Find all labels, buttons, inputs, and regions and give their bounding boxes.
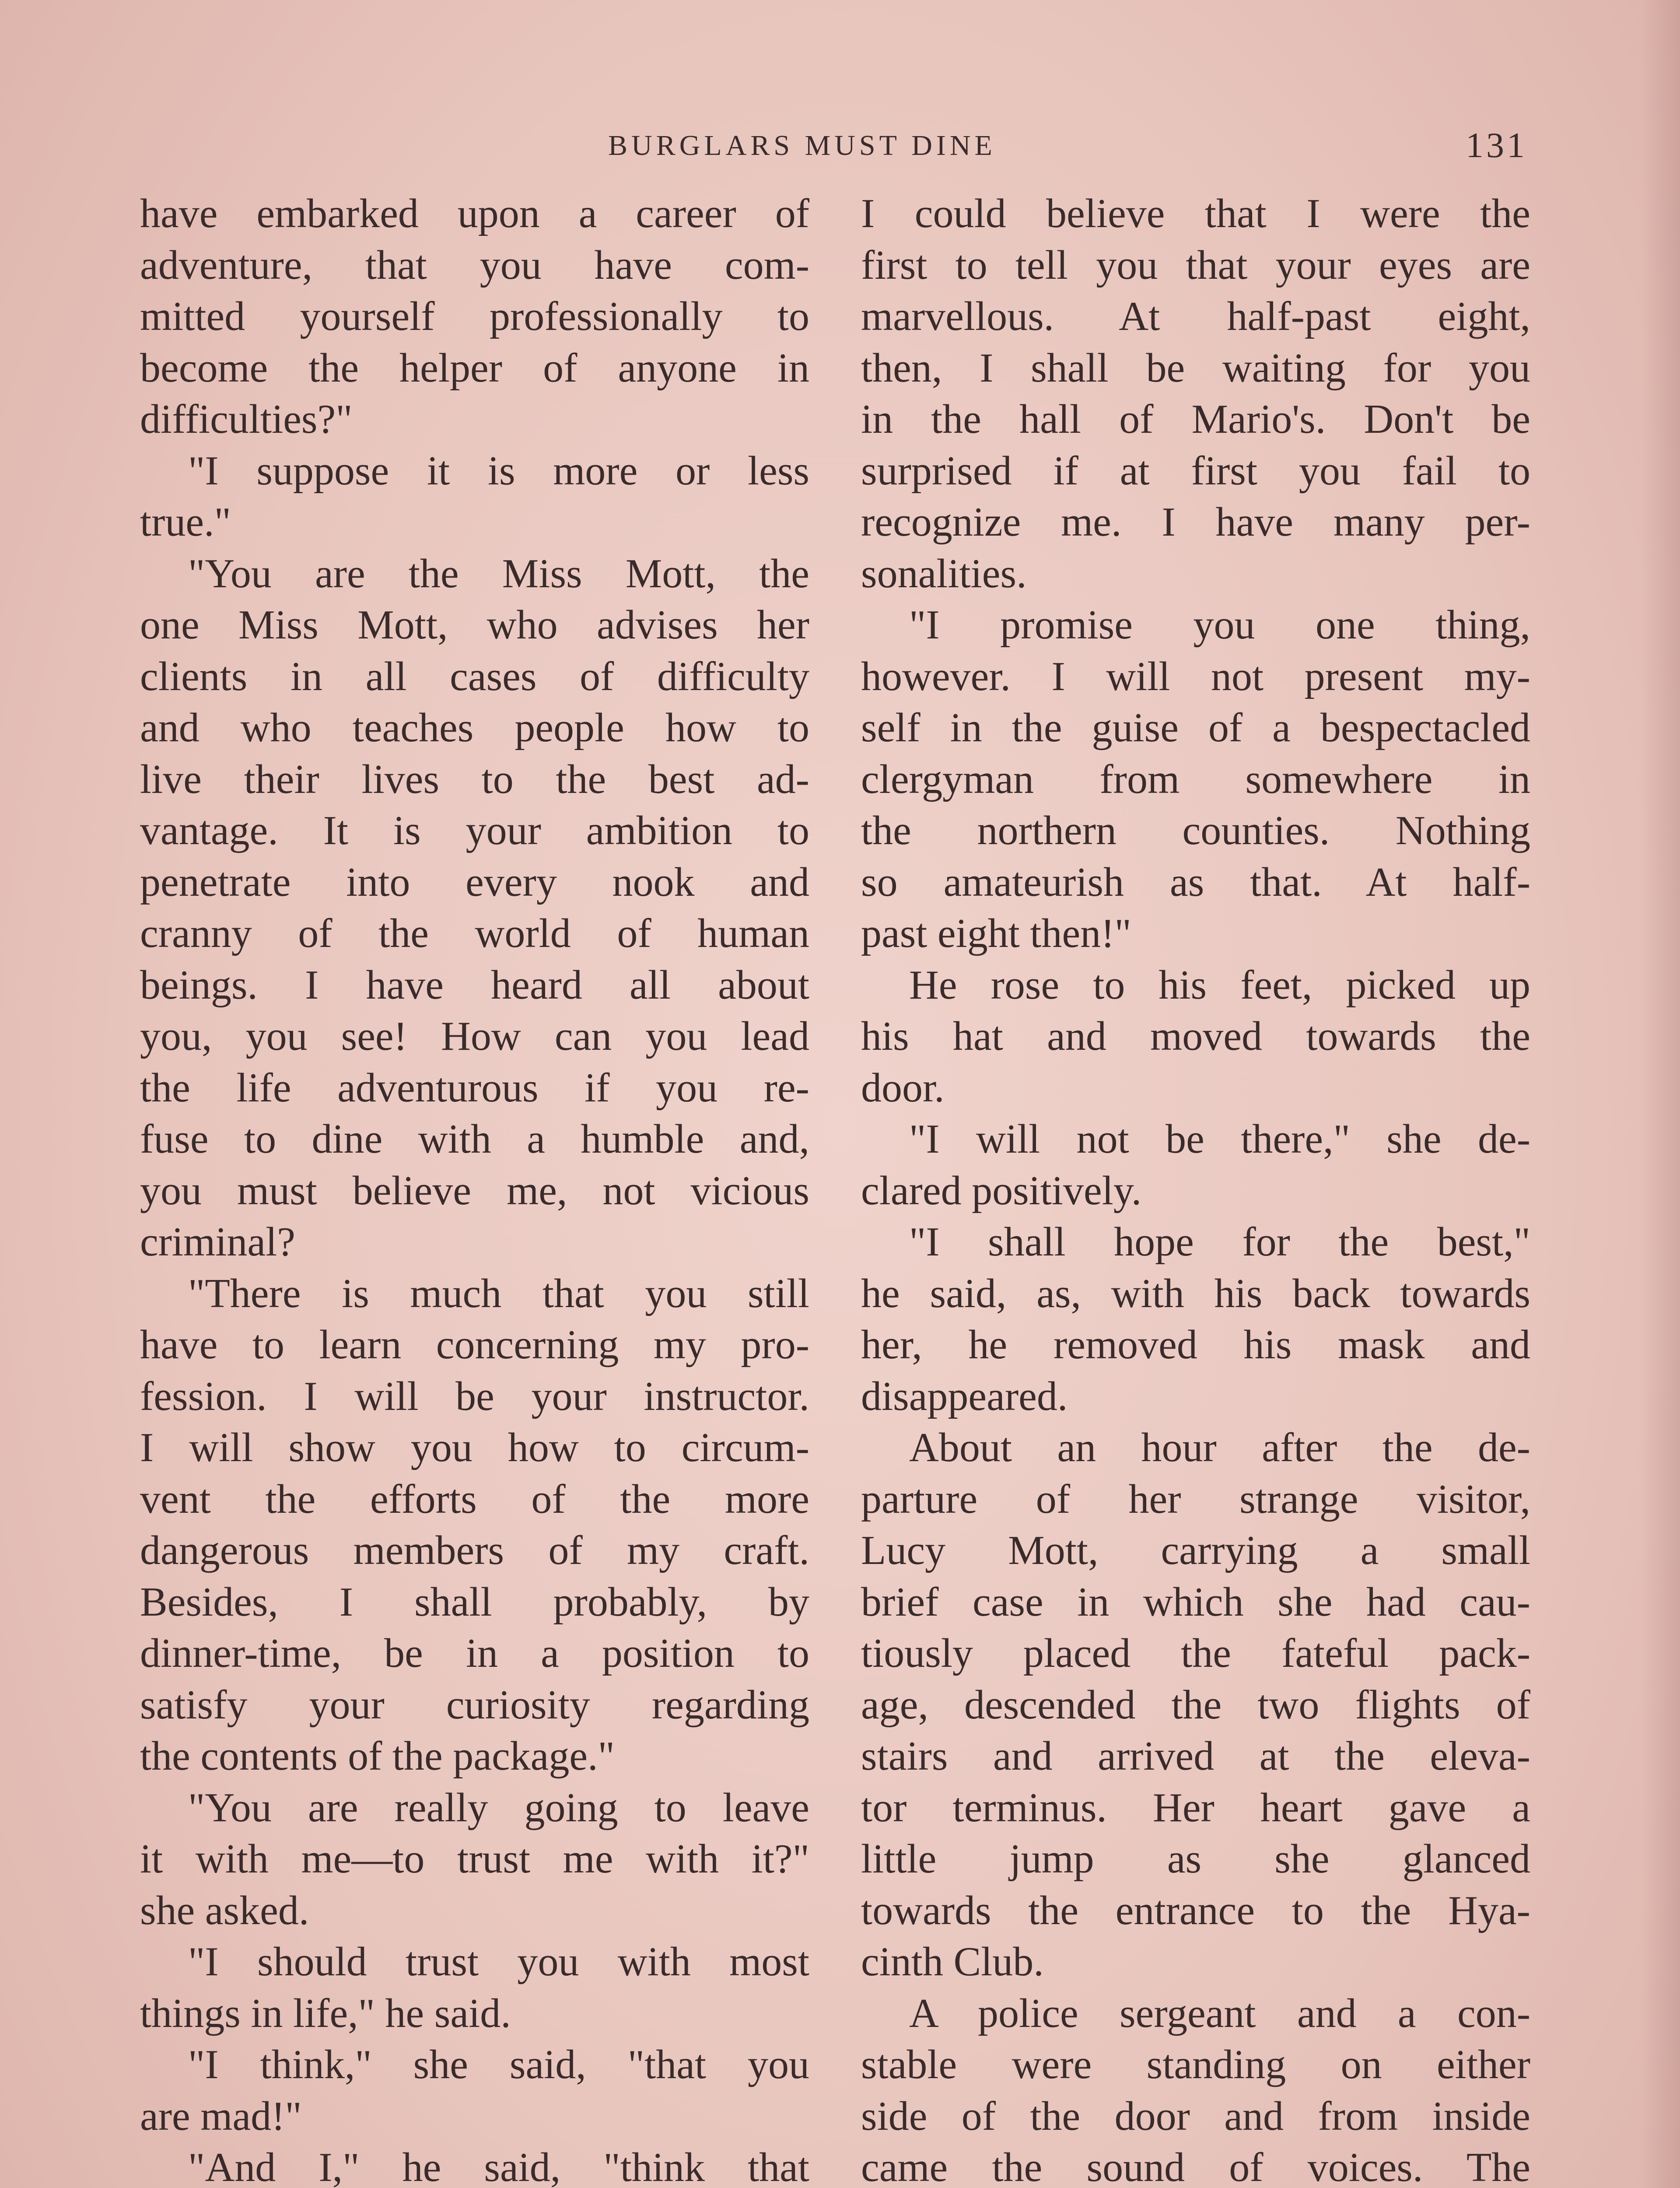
text-line: fuse to dine with a humble and, [140,1116,809,1162]
text-line: "I promise you one thing, [909,602,1530,648]
text-line: self in the guise of a bespectacled [861,705,1530,750]
text-line: you, you see! How can you lead [140,1013,809,1059]
text-line: age, descended the two flights of [861,1682,1530,1728]
text-line: "You are really going to leave [188,1785,809,1830]
text-line: About an hour after the de- [909,1425,1530,1470]
text-line: have embarked upon a career of [140,191,809,236]
text-line: "You are the Miss Mott, the [188,551,809,596]
text-line: "And I," he said, "think that [188,2145,809,2188]
text-line: become the helper of anyone in [140,345,809,391]
text-line: beings. I have heard all about [140,962,809,1008]
text-line: cinth Club. [861,1939,1044,1985]
text-line: "There is much that you still [188,1270,809,1316]
text-line: dinner-time, be in a position to [140,1630,809,1676]
text-line: "I will not be there," she de- [909,1116,1530,1162]
text-line: she asked. [140,1887,309,1933]
text-line: A police sergeant and a con- [909,1990,1530,2036]
text-line: have to learn concerning my pro- [140,1322,809,1368]
text-line: live their lives to the best ad- [140,756,809,802]
text-line: fession. I will be your instructor. [140,1373,809,1419]
text-line: her, he removed his mask and [861,1322,1530,1368]
text-line: you must believe me, not vicious [140,1168,809,1213]
text-line: I could believe that I were the [861,191,1530,236]
running-head: BURGLARS MUST DINE [608,130,996,161]
text-line: He rose to his feet, picked up [909,962,1530,1008]
left-text-column [140,188,809,2188]
text-line: Besides, I shall probably, by [140,1579,809,1625]
text-line: tor terminus. Her heart gave a [861,1785,1530,1830]
text-line: tiously placed the fateful pack- [861,1630,1530,1676]
page-edge-shadow [1641,0,1680,2188]
text-line: vent the efforts of the more [140,1476,809,1522]
text-line: "I shall hope for the best," [909,1219,1530,1265]
text-line: cranny of the world of human [140,911,809,956]
text-line: the northern counties. Nothing [861,808,1530,853]
text-line: side of the door and from inside [861,2093,1530,2139]
text-line: "I suppose it is more or less [188,448,809,494]
text-line: one Miss Mott, who advises her [140,602,809,648]
text-line: mitted yourself professionally to [140,294,809,339]
text-line: and who teaches people how to [140,705,809,750]
text-line: criminal? [140,1219,295,1265]
right-column-text [861,188,1530,2188]
text-line: "I think," she said, "that you [188,2042,809,2087]
text-line: satisfy your curiosity regarding [140,1682,809,1728]
text-line: parture of her strange visitor, [861,1476,1530,1522]
text-line: dangerous members of my craft. [140,1528,809,1573]
text-line: sonalities. [861,551,1027,596]
text-line: true." [140,499,231,545]
text-line: past eight then!" [861,911,1131,956]
text-line: adventure, that you have com- [140,242,809,288]
text-line: are mad!" [140,2093,302,2139]
text-line: surprised if at first you fail to [861,448,1530,494]
text-line: marvellous. At half-past eight, [861,294,1530,339]
text-line: his hat and moved towards the [861,1013,1530,1059]
text-line: disappeared. [861,1373,1068,1419]
text-line: Lucy Mott, carrying a small [861,1528,1530,1573]
text-line: towards the entrance to the Hya- [861,1887,1530,1933]
left-column-text [140,188,809,2188]
text-line: little jump as she glanced [861,1836,1530,1882]
text-line: brief case in which she had cau- [861,1579,1530,1625]
page-number: 131 [1466,125,1527,165]
text-line: clergyman from somewhere in [861,756,1530,802]
text-line: clared positively. [861,1168,1142,1213]
text-line: penetrate into every nook and [140,859,809,905]
text-line: clients in all cases of difficulty [140,653,809,699]
text-line: "I should trust you with most [188,1939,809,1985]
text-line: stable were standing on either [861,2042,1530,2087]
text-line: the life adventurous if you re- [140,1065,809,1111]
text-line: then, I shall be waiting for you [861,345,1530,391]
text-line: things in life," he said. [140,1990,511,2036]
text-line: the contents of the package." [140,1733,615,1779]
text-line: in the hall of Mario's. Don't be [861,396,1530,442]
text-line: however. I will not present my- [861,653,1530,699]
text-line: he said, as, with his back towards [861,1270,1530,1316]
right-text-column [861,188,1530,2188]
text-line: difficulties?" [140,396,353,442]
text-line: it with me—to trust me with it?" [140,1836,809,1882]
text-line: came the sound of voices. The [861,2145,1530,2188]
text-line: first to tell you that your eyes are [861,242,1530,288]
text-line: I will show you how to circum- [140,1425,809,1470]
text-line: door. [861,1065,945,1111]
text-line: vantage. It is your ambition to [140,808,809,853]
text-line: stairs and arrived at the eleva- [861,1733,1530,1779]
text-line: so amateurish as that. At half- [861,859,1530,905]
text-line: recognize me. I have many per- [861,499,1530,545]
